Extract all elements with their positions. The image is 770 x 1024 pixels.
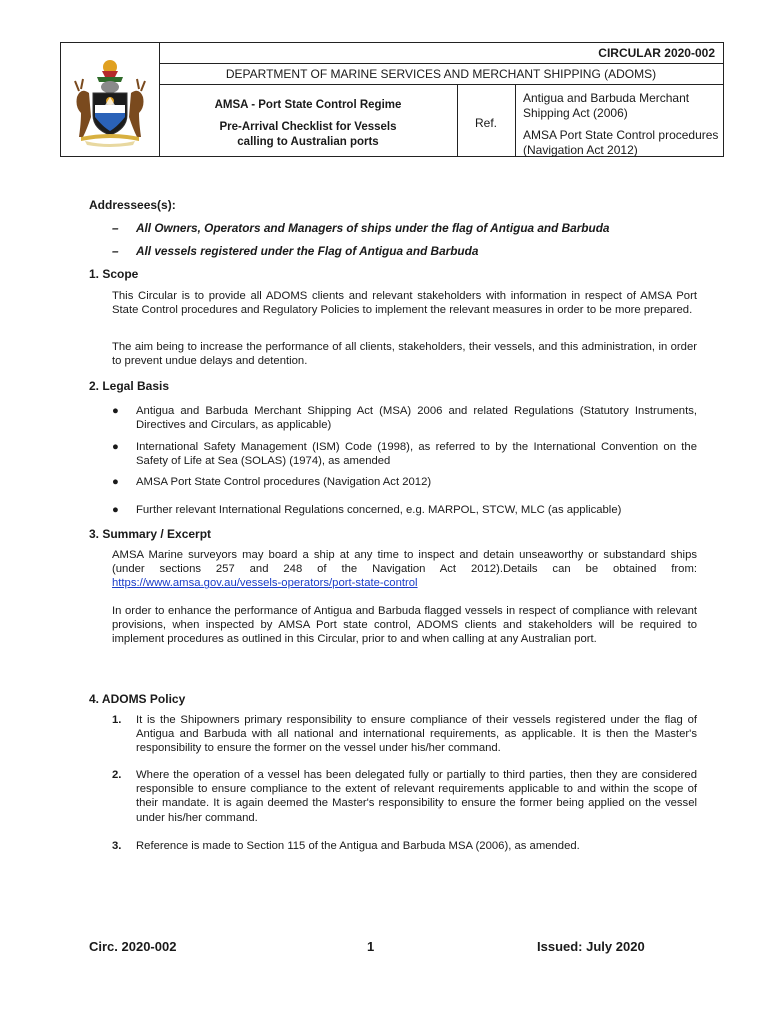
footer-circular-number: Circ. 2020-002 (89, 939, 177, 954)
bullet-icon: ● (112, 476, 119, 488)
reference-list (523, 91, 723, 157)
addressees-heading: Addressees(s): (89, 198, 176, 212)
section-legal-basis-title: 2. Legal Basis (89, 379, 170, 393)
section-policy-title: 4. ADOMS Policy (89, 692, 186, 706)
policy-item: 2. Where the operation of a vessel has been delegated fully or partially to third parties, then they are considered responsible to ensure compliance to the extent of relevant requirements applicable to and within the scope of their mandate. It is again deemed the Master's responsibility to ensure the former being applied on the vessel under his/her command. (112, 769, 697, 824)
bullet-icon: ● (112, 504, 119, 516)
bullet-icon: ● (112, 405, 119, 417)
summary-paragraph-1: AMSA Marine surveyors may board a ship at any time to inspect and detain unseaworthy or substandard ships (under sections 257 and 248 of the Navigation Act 2012).Details can be obtained from: https://www.amsa.gov.au/vessels-operators/port-state-control (112, 549, 697, 590)
checklist-title: Pre-Arrival Checklist for Vessels calling to Australian ports (219, 121, 397, 148)
department-name: DEPARTMENT OF MARINE SERVICES AND MERCHANT SHIPPING (ADOMS) (225, 67, 657, 81)
policy-item: 3. Reference is made to Section 115 of the Antigua and Barbuda MSA (2006), as amended. (112, 840, 580, 852)
addressee-item: – All vessels registered under the Flag of Antigua and Barbuda (112, 244, 479, 258)
circular-number: CIRCULAR 2020-002 (598, 46, 715, 60)
policy-item: 1. It is the Shipowners primary responsibility to ensure compliance of their vessels registered under the flag of Antigua and Barbuda with all national and international requirements, as applicable. It is then the Master's responsibility to ensure the former on the vessel under his/her command. (112, 714, 697, 755)
legal-basis-item: ● International Safety Management (ISM) Code (1998), as referred to by the International Convention on the Safety of Life at Sea (SOLAS) (1974), as amended (112, 441, 697, 468)
ref-label: Ref. (474, 116, 497, 130)
legal-basis-item: ● Antigua and Barbuda Merchant Shipping Act (MSA) 2006 and related Regulations (Statutory Instruments, Directives and Circulars, as applicable) (112, 405, 697, 432)
section-summary-title: 3. Summary / Excerpt (89, 527, 212, 541)
addressee-item: – All Owners, Operators and Managers of ships under the flag of Antigua and Barbuda (112, 221, 610, 235)
legal-basis-item: ● Further relevant International Regulations concerned, e.g. MARPOL, STCW, MLC (as applicable) (112, 504, 622, 516)
footer-issue-date: Issued: July 2020 (537, 939, 645, 954)
circular-header-table (60, 42, 724, 157)
bullet-icon: ● (112, 441, 119, 453)
regime-title: AMSA - Port State Control Regime (214, 99, 402, 111)
reference-amsa: AMSA Port State Control procedures (Navigation Act 2012) (523, 128, 719, 157)
legal-basis-item: ● AMSA Port State Control procedures (Navigation Act 2012) (112, 476, 432, 488)
coat-of-arms-logo (67, 57, 153, 147)
summary-paragraph-2: In order to enhance the performance of Antigua and Barbuda flagged vessels in respect of compliance with relevant provisions, when inspected by AMSA Port state control, ADOMS clients and stakeholders will be required to implement procedures as outlined in this Circular, prior to and when calling at any Australian port. (112, 605, 697, 646)
section-scope-title: 1. Scope (89, 267, 139, 281)
page-number: 1 (367, 939, 375, 954)
scope-paragraph-2: The aim being to increase the performance of all clients, stakeholders, their vessels, and this administration, in order to prevent undue delays and detention. (112, 341, 697, 368)
reference-msa: Antigua and Barbuda Merchant Shipping Act (2006) (523, 91, 690, 120)
amsa-psc-link[interactable]: https://www.amsa.gov.au/vessels-operators/port-state-control (112, 577, 418, 590)
scope-paragraph-1: This Circular is to provide all ADOMS clients and relevant stakeholders with information in respect of AMSA Port State Control procedures and Regulatory Policies to implement the relevant measures in order to be more prepared. (112, 290, 697, 317)
